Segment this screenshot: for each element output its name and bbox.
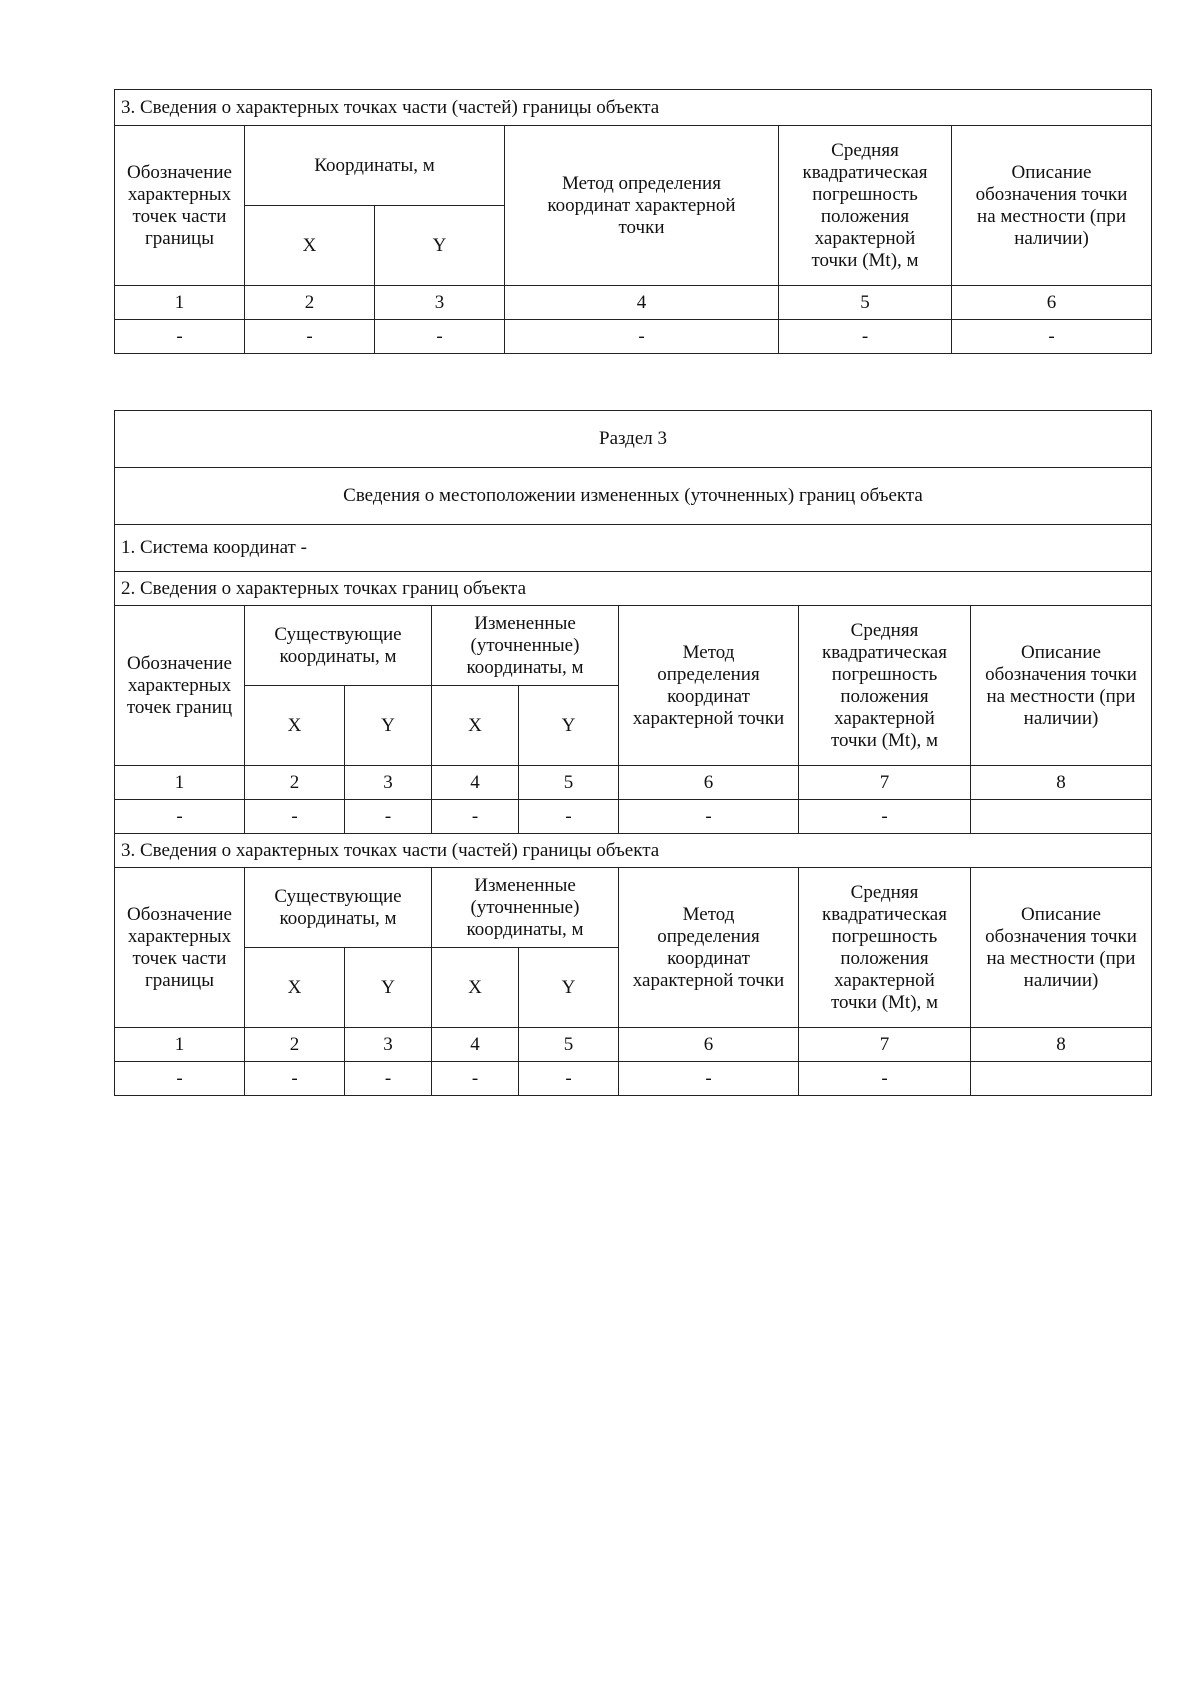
- cell: -: [115, 800, 245, 834]
- header-error: Средняя квадратическая погрешность положения характерной точки (Mt), м: [799, 606, 971, 766]
- coordinate-system: 1. Система координат -: [115, 525, 1152, 572]
- header-y: Y: [375, 206, 505, 286]
- column-numbers-row: [115, 286, 1152, 320]
- table-row: [115, 1062, 1152, 1096]
- header-x: X: [432, 686, 519, 766]
- col-number: 3: [345, 1028, 432, 1062]
- header-method: Метод определения координат характерной точки: [619, 868, 799, 1028]
- cell: -: [799, 800, 971, 834]
- part2-title: 2. Сведения о характерных точках границ объекта: [115, 572, 1152, 606]
- table-row: [115, 320, 1152, 354]
- header-y: Y: [519, 686, 619, 766]
- col-number: 3: [345, 766, 432, 800]
- header-changed-coords: Измененные (уточненные) координаты, м: [432, 606, 619, 686]
- cell: -: [245, 320, 375, 354]
- header-changed-coords: Измененные (уточненные) координаты, м: [432, 868, 619, 948]
- cell: -: [345, 1062, 432, 1096]
- col-number: 5: [779, 286, 952, 320]
- cell: -: [619, 800, 799, 834]
- col-number: 7: [799, 1028, 971, 1062]
- cell: -: [245, 1062, 345, 1096]
- col-number: 5: [519, 766, 619, 800]
- header-method: Метод определения координат характерной точки: [505, 126, 779, 286]
- header-coords: Координаты, м: [245, 126, 505, 206]
- cell: [971, 1062, 1152, 1096]
- header-error: Средняя квадратическая погрешность положения характерной точки (Mt), м: [799, 868, 971, 1028]
- header-x: X: [245, 686, 345, 766]
- header-description: Описание обозначения точки на местности (при наличии): [971, 868, 1152, 1028]
- column-numbers-row: [115, 1028, 1152, 1062]
- section3-table: [114, 410, 1152, 1096]
- cell: -: [799, 1062, 971, 1096]
- cell: -: [519, 1062, 619, 1096]
- cell: [971, 800, 1152, 834]
- col-number: 4: [432, 1028, 519, 1062]
- col-number: 2: [245, 286, 375, 320]
- cell: -: [505, 320, 779, 354]
- cell: -: [432, 800, 519, 834]
- col-number: 1: [115, 766, 245, 800]
- header-description: Описание обозначения точки на местности (при наличии): [971, 606, 1152, 766]
- col-number: 1: [115, 1028, 245, 1062]
- cell: -: [345, 800, 432, 834]
- header-x: X: [432, 948, 519, 1028]
- header-method: Метод определения координат характерной точки: [619, 606, 799, 766]
- col-number: 8: [971, 1028, 1152, 1062]
- table-title: 3. Сведения о характерных точках части (частей) границы объекта: [115, 90, 1152, 126]
- header-existing-coords: Существующие координаты, м: [245, 868, 432, 948]
- header-y: Y: [345, 686, 432, 766]
- part-boundary-points-table: [114, 89, 1152, 354]
- cell: -: [115, 1062, 245, 1096]
- col-number: 6: [619, 1028, 799, 1062]
- header-designation: Обозначение характерных точек части границы: [115, 126, 245, 286]
- header-error: Средняя квадратическая погрешность положения характерной точки (Mt), м: [779, 126, 952, 286]
- cell: -: [375, 320, 505, 354]
- header-designation: Обозначение характерных точек границ: [115, 606, 245, 766]
- col-number: 7: [799, 766, 971, 800]
- col-number: 4: [432, 766, 519, 800]
- col-number: 6: [619, 766, 799, 800]
- col-number: 4: [505, 286, 779, 320]
- table-row: [115, 800, 1152, 834]
- col-number: 2: [245, 766, 345, 800]
- col-number: 1: [115, 286, 245, 320]
- col-number: 5: [519, 1028, 619, 1062]
- cell: -: [115, 320, 245, 354]
- col-number: 6: [952, 286, 1152, 320]
- header-y: Y: [345, 948, 432, 1028]
- column-numbers-row: [115, 766, 1152, 800]
- part3-title: 3. Сведения о характерных точках части (частей) границы объекта: [115, 834, 1152, 868]
- header-y: Y: [519, 948, 619, 1028]
- header-x: X: [245, 206, 375, 286]
- col-number: 8: [971, 766, 1152, 800]
- cell: -: [519, 800, 619, 834]
- cell: -: [779, 320, 952, 354]
- header-x: X: [245, 948, 345, 1028]
- section-title: Раздел 3: [115, 411, 1152, 468]
- col-number: 2: [245, 1028, 345, 1062]
- cell: -: [432, 1062, 519, 1096]
- header-description: Описание обозначения точки на местности (при наличии): [952, 126, 1152, 286]
- cell: -: [619, 1062, 799, 1096]
- cell: -: [245, 800, 345, 834]
- cell: -: [952, 320, 1152, 354]
- section-subtitle: Сведения о местоположении измененных (уточненных) границ объекта: [115, 468, 1152, 525]
- header-designation: Обозначение характерных точек части границы: [115, 868, 245, 1028]
- col-number: 3: [375, 286, 505, 320]
- header-existing-coords: Существующие координаты, м: [245, 606, 432, 686]
